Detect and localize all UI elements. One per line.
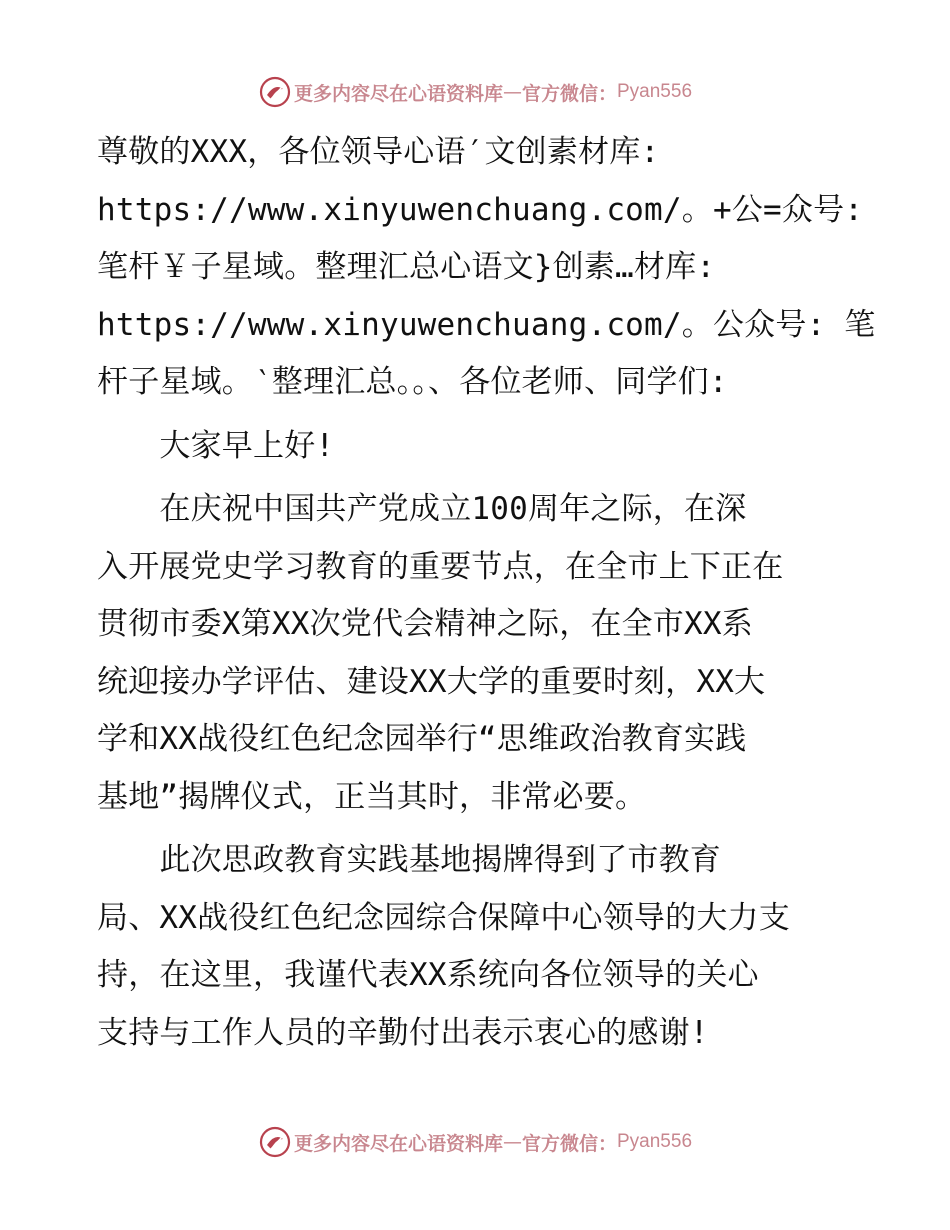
banner-separator: — [502,81,522,103]
text-line: 入开展党史学习教育的重要节点，在全市上下正在 [97,548,784,585]
wechat-label: 官方微信： [521,82,617,105]
text-line: 在庆祝中国共产党成立100周年之际，在深 [97,491,747,527]
text-line: 尊敬的XXX，各位领导心语′文创素材库: [97,134,660,170]
text-line: https://www.xinyuwenchuang.com/。公众号: 笔 [97,306,876,343]
text-line: 笔杆￥子星域。整理汇总心语文}创素…材库: [97,249,716,285]
wechat-label: 官方微信： [521,1132,617,1155]
text-line: 基地”揭牌仪式，正当其时，非常必要。 [97,778,647,815]
text-line: 此次思政教育实践基地揭牌得到了市教育 [97,842,721,878]
text-line: 统迎接办学评估、建设XX大学的重要时刻，XX大 [97,663,766,700]
text-line: 贯彻市委X第XX次党代会精神之际，在全市XX系 [97,606,753,642]
document-body [97,124,876,1062]
wechat-id: Pyan556 [617,1131,693,1152]
text-line: 支持与工作人员的辛勤付出表示衷心的感谢! [97,1014,709,1051]
header-banner [0,72,950,112]
promo-text: 更多内容尽在心语资料库 [293,1132,503,1155]
text-line: 杆子星域。‵整理汇总。。、各位老师、同学们: [97,364,728,400]
promo-text: 更多内容尽在心语资料库 [293,82,503,105]
greeting: 大家早上好! [97,427,335,464]
text-line: 学和XX战役红色纪念园举行“思维政治教育实践 [97,721,747,757]
text-line: 局、XX战役红色纪念园综合保障中心领导的大力支 [97,899,790,936]
footer-banner [0,1122,950,1162]
banner-separator: — [502,1131,522,1153]
book-logo-icon [258,1125,292,1159]
wechat-id: Pyan556 [617,81,693,102]
book-logo-icon [258,75,292,109]
text-line: https://www.xinyuwenchuang.com/。+公=众号: [97,191,864,228]
text-line: 持，在这里，我谨代表XX系统向各位领导的关心 [97,957,759,993]
